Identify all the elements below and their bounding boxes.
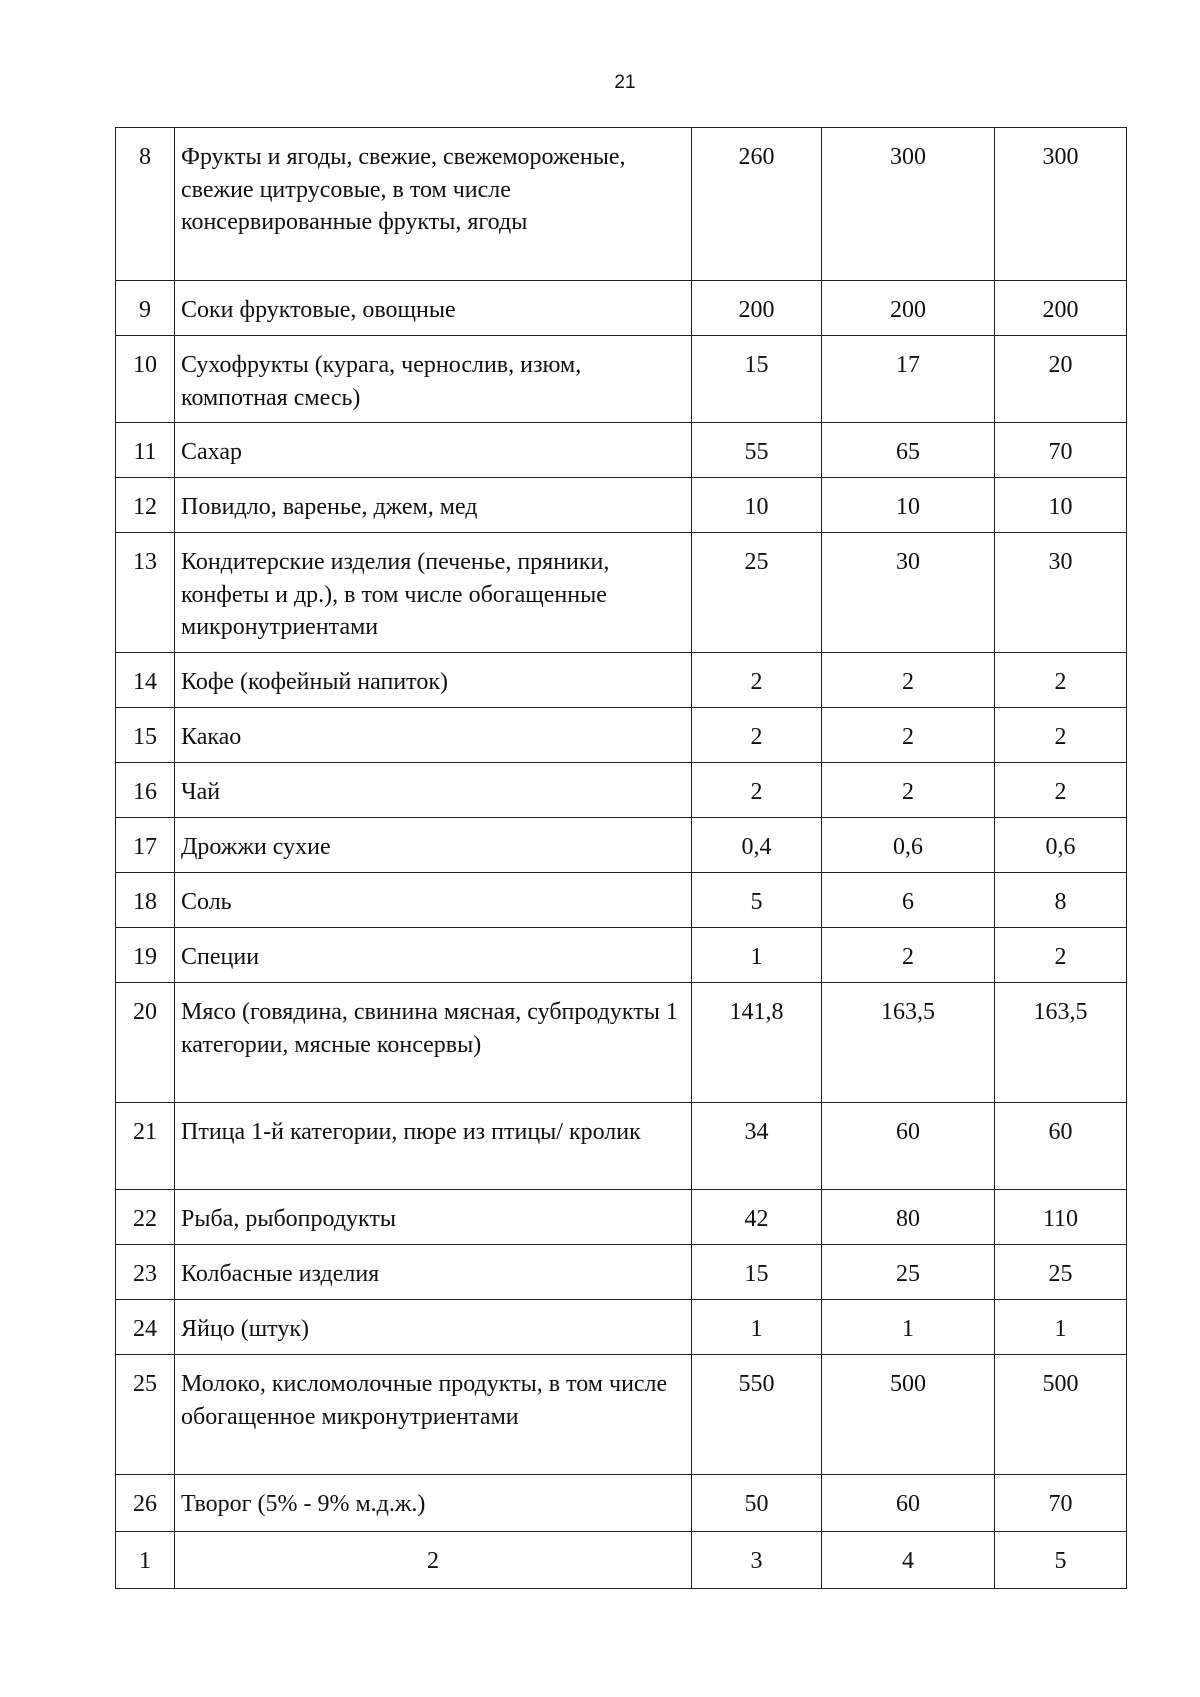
row-number: 14 [116,653,175,708]
value-col-3: 1 [692,1300,822,1355]
value-col-4: 25 [822,1245,995,1300]
value-col-4: 163,5 [822,983,995,1103]
value-col-4: 17 [822,336,995,423]
table-row [116,1103,1127,1190]
value-col-3: 2 [692,763,822,818]
table-row [116,128,1127,281]
value-col-4: 300 [822,128,995,281]
value-col-3: 5 [692,873,822,928]
value-col-3: 141,8 [692,983,822,1103]
product-name: Специи [175,928,692,983]
row-number: 13 [116,533,175,653]
value-col-3: 1 [692,928,822,983]
row-number: 8 [116,128,175,281]
ration-table [115,127,1127,1589]
product-name: Кондитерские изделия (печенье, пряники, конфеты и др.), в том числе обогащенные микронутриентами [175,533,692,653]
value-col-3: 10 [692,478,822,533]
value-col-4: 200 [822,281,995,336]
value-col-5: 2 [995,763,1127,818]
product-name: Повидло, варенье, джем, мед [175,478,692,533]
table-row [116,928,1127,983]
product-name: Рыба, рыбопродукты [175,1190,692,1245]
product-name: Какао [175,708,692,763]
value-col-5: 300 [995,128,1127,281]
value-col-4: 1 [822,1300,995,1355]
value-col-4: 0,6 [822,818,995,873]
value-col-4: 500 [822,1355,995,1475]
value-col-3: 260 [692,128,822,281]
value-col-5: 110 [995,1190,1127,1245]
table-row [116,1300,1127,1355]
product-name: Фрукты и ягоды, свежие, свежемороженые, свежие цитрусовые, в том числе консервированные фрукты, ягоды [175,128,692,281]
value-col-4: 10 [822,478,995,533]
column-numbers-row [116,1532,1127,1589]
table-row [116,653,1127,708]
value-col-5: 25 [995,1245,1127,1300]
value-col-5: 60 [995,1103,1127,1190]
value-col-4: 2 [822,763,995,818]
value-col-4: 65 [822,423,995,478]
row-number: 25 [116,1355,175,1475]
row-number: 16 [116,763,175,818]
product-name: Колбасные изделия [175,1245,692,1300]
value-col-5: 10 [995,478,1127,533]
value-col-5: 8 [995,873,1127,928]
value-col-5: 30 [995,533,1127,653]
row-number: 10 [116,336,175,423]
row-number: 18 [116,873,175,928]
row-number: 12 [116,478,175,533]
product-name: Яйцо (штук) [175,1300,692,1355]
value-col-3: 50 [692,1475,822,1532]
column-number-5: 5 [995,1532,1127,1589]
value-col-4: 2 [822,708,995,763]
value-col-5: 500 [995,1355,1127,1475]
value-col-3: 25 [692,533,822,653]
table-row [116,818,1127,873]
value-col-5: 20 [995,336,1127,423]
column-number-2: 2 [175,1532,692,1589]
table-row [116,1245,1127,1300]
table-row [116,1475,1127,1532]
row-number: 22 [116,1190,175,1245]
table-row [116,533,1127,653]
value-col-5: 200 [995,281,1127,336]
value-col-5: 70 [995,423,1127,478]
table-row [116,708,1127,763]
value-col-5: 2 [995,653,1127,708]
column-number-3: 3 [692,1532,822,1589]
value-col-3: 200 [692,281,822,336]
table-row [116,1355,1127,1475]
value-col-5: 1 [995,1300,1127,1355]
value-col-5: 70 [995,1475,1127,1532]
value-col-5: 163,5 [995,983,1127,1103]
table-row [116,336,1127,423]
product-name: Соки фруктовые, овощные [175,281,692,336]
value-col-4: 60 [822,1475,995,1532]
table-row [116,1190,1127,1245]
row-number: 19 [116,928,175,983]
product-name: Соль [175,873,692,928]
table-row [116,983,1127,1103]
row-number: 24 [116,1300,175,1355]
value-col-5: 0,6 [995,818,1127,873]
product-name: Сухофрукты (курага, чернослив, изюм, компотная смесь) [175,336,692,423]
row-number: 9 [116,281,175,336]
value-col-5: 2 [995,708,1127,763]
value-col-3: 15 [692,1245,822,1300]
row-number: 15 [116,708,175,763]
table-row [116,763,1127,818]
row-number: 23 [116,1245,175,1300]
table-row [116,281,1127,336]
value-col-5: 2 [995,928,1127,983]
product-name: Кофе (кофейный напиток) [175,653,692,708]
row-number: 11 [116,423,175,478]
value-col-3: 15 [692,336,822,423]
product-name: Птица 1-й категории, пюре из птицы/ кролик [175,1103,692,1190]
row-number: 26 [116,1475,175,1532]
product-name: Чай [175,763,692,818]
row-number: 20 [116,983,175,1103]
table-row [116,423,1127,478]
table-row [116,478,1127,533]
value-col-3: 550 [692,1355,822,1475]
product-name: Мясо (говядина, свинина мясная, субпродукты 1 категории, мясные консервы) [175,983,692,1103]
value-col-4: 80 [822,1190,995,1245]
value-col-4: 60 [822,1103,995,1190]
value-col-3: 34 [692,1103,822,1190]
row-number: 17 [116,818,175,873]
value-col-4: 30 [822,533,995,653]
product-name: Дрожжи сухие [175,818,692,873]
product-name: Молоко, кисломолочные продукты, в том числе обогащенное микронутриентами [175,1355,692,1475]
value-col-3: 0,4 [692,818,822,873]
table-row [116,873,1127,928]
value-col-4: 2 [822,653,995,708]
value-col-3: 2 [692,653,822,708]
value-col-3: 2 [692,708,822,763]
column-number-4: 4 [822,1532,995,1589]
value-col-4: 6 [822,873,995,928]
product-name: Творог (5% - 9% м.д.ж.) [175,1475,692,1532]
value-col-3: 42 [692,1190,822,1245]
value-col-4: 2 [822,928,995,983]
page-number: 21 [614,72,636,93]
value-col-3: 55 [692,423,822,478]
row-number: 21 [116,1103,175,1190]
product-name: Сахар [175,423,692,478]
column-number-1: 1 [116,1532,175,1589]
